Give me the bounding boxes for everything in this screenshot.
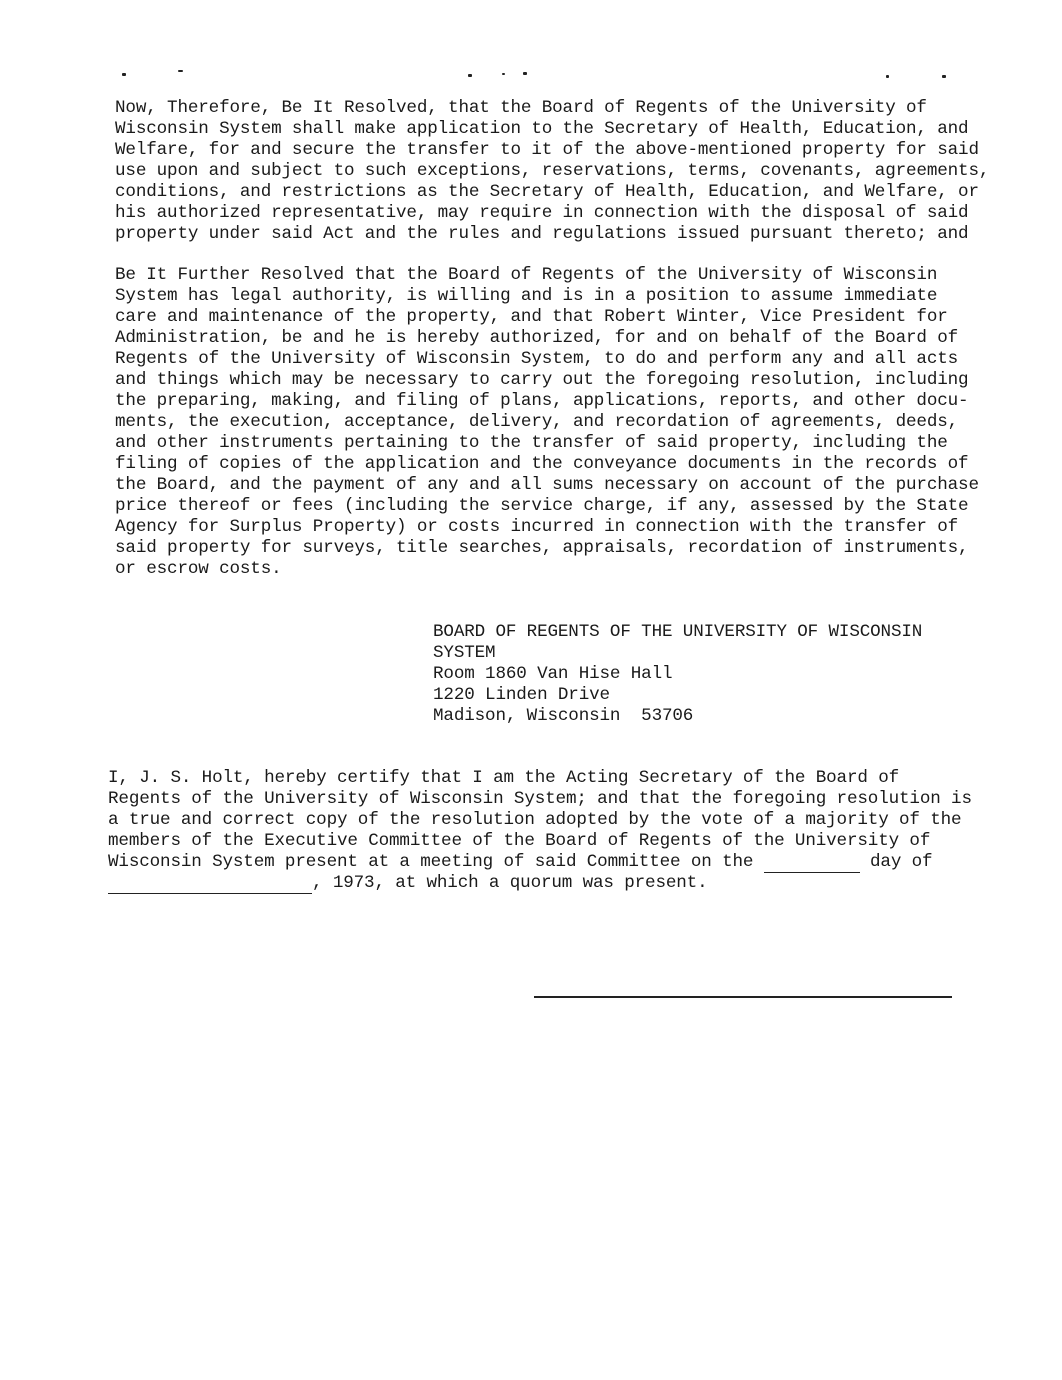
text-line: Regents of the University of Wisconsin System; and that the foregoing resolution is bbox=[108, 789, 972, 809]
text-line: Be It Further Resolved that the Board of Regents of the University of Wisconsin bbox=[115, 265, 938, 285]
scan-mark bbox=[886, 75, 889, 78]
scan-mark bbox=[122, 73, 126, 76]
scan-mark bbox=[502, 73, 505, 75]
text-line: use upon and subject to such exceptions, reservations, terms, covenants, agreements, bbox=[115, 161, 990, 181]
address-line: BOARD OF REGENTS OF THE UNIVERSITY OF WISCONSIN bbox=[433, 622, 923, 642]
text-line: Wisconsin System shall make application to the Secretary of Health, Education, and bbox=[115, 119, 969, 139]
scan-mark bbox=[942, 75, 946, 78]
address-line: SYSTEM bbox=[433, 643, 496, 663]
text-line: a true and correct copy of the resolution adopted by the vote of a majority of the bbox=[108, 810, 962, 830]
text-line: the preparing, making, and filing of plans, applications, reports, and other docu- bbox=[115, 391, 969, 411]
scan-mark bbox=[523, 72, 527, 75]
text-line: said property for surveys, title searches, appraisals, recordation of instruments, bbox=[115, 538, 969, 558]
text-line: and other instruments pertaining to the transfer of said property, including the bbox=[115, 433, 948, 453]
day-blank bbox=[764, 872, 860, 873]
text-line: property under said Act and the rules and regulations issued pursuant thereto; and bbox=[115, 224, 969, 244]
text-line: his authorized representative, may require in connection with the disposal of said bbox=[115, 203, 969, 223]
address-line: Room 1860 Van Hise Hall bbox=[433, 664, 673, 684]
day-of-label: day of bbox=[870, 852, 933, 872]
address-line: 1220 Linden Drive bbox=[433, 685, 610, 705]
text-line: Welfare, for and secure the transfer to it of the above-mentioned property for said bbox=[115, 140, 979, 160]
text-line: conditions, and restrictions as the Secretary of Health, Education, and Welfare, or bbox=[115, 182, 979, 202]
text-line: members of the Executive Committee of the Board of Regents of the University of bbox=[108, 831, 931, 851]
year-text: , 1973, at which a quorum was present. bbox=[312, 873, 708, 893]
scan-mark bbox=[178, 70, 183, 72]
text-line: care and maintenance of the property, and that Robert Winter, Vice President for bbox=[115, 307, 948, 327]
text-line: Administration, be and he is hereby authorized, for and on behalf of the Board of bbox=[115, 328, 959, 348]
scan-mark bbox=[468, 74, 472, 77]
text-line: System has legal authority, is willing and is in a position to assume immediate bbox=[115, 286, 938, 306]
text-line: Agency for Surplus Property) or costs incurred in connection with the transfer of bbox=[115, 517, 959, 537]
text-line: Regents of the University of Wisconsin System, to do and perform any and all acts bbox=[115, 349, 959, 369]
text-line: Wisconsin System present at a meeting of said Committee on the bbox=[108, 852, 754, 872]
text-line: ments, the execution, acceptance, delivery, and recordation of agreements, deeds, bbox=[115, 412, 959, 432]
address-line: Madison, Wisconsin 53706 bbox=[433, 706, 694, 726]
text-line: the Board, and the payment of any and all sums necessary on account of the purchase bbox=[115, 475, 979, 495]
signature-line bbox=[534, 996, 952, 998]
text-line: and things which may be necessary to carry out the foregoing resolution, including bbox=[115, 370, 969, 390]
text-line: price thereof or fees (including the service charge, if any, assessed by the State bbox=[115, 496, 969, 516]
text-line: filing of copies of the application and the conveyance documents in the records of bbox=[115, 454, 969, 474]
text-line: Now, Therefore, Be It Resolved, that the Board of Regents of the University of bbox=[115, 98, 927, 118]
text-line: or escrow costs. bbox=[115, 559, 282, 579]
text-line: I, J. S. Holt, hereby certify that I am the Acting Secretary of the Board of bbox=[108, 768, 900, 788]
month-blank bbox=[108, 893, 312, 894]
